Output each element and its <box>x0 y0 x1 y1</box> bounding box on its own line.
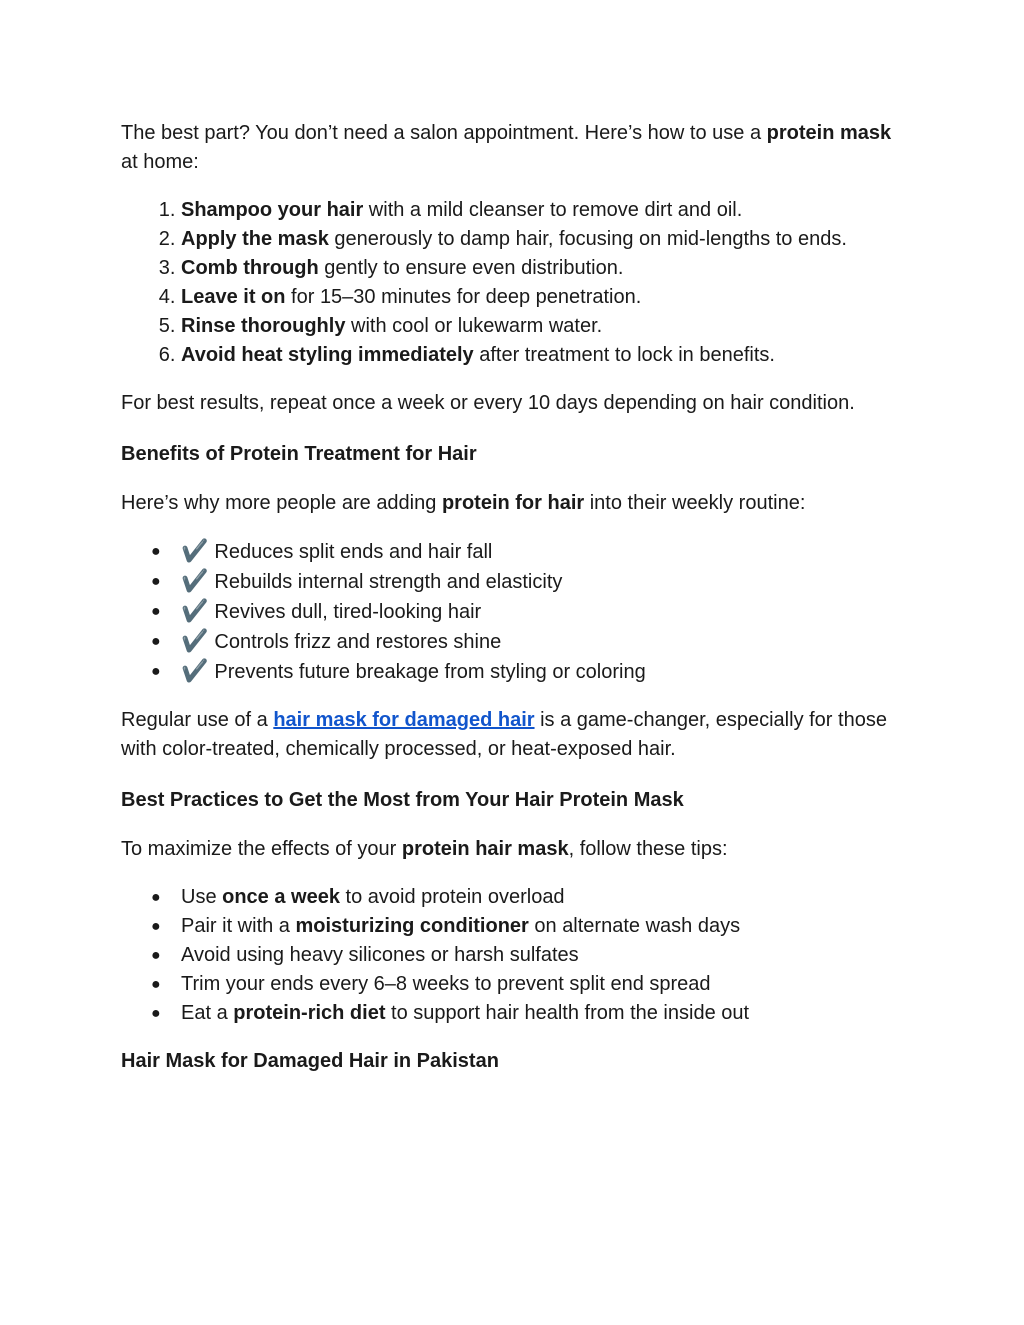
benefits-lead: Here’s why more people are adding protein for hair into their weekly routine: <box>121 492 806 514</box>
practices-heading: Best Practices to Get the Most from Your Hair Protein Mask <box>121 789 684 811</box>
damaged-hair-mask-link[interactable]: hair mask for damaged hair <box>273 709 535 731</box>
intro-paragraph: The best part? You don’t need a salon appointment. Here’s how to use a protein mask at home: <box>121 122 892 173</box>
list-item: ● Avoid using heavy silicones or harsh sulfates <box>121 941 911 970</box>
checkmark-icon: ✔️ <box>181 539 209 564</box>
list-item: ● Pair it with a moisturizing conditioner on alternate wash days <box>121 912 911 941</box>
bullet-icon: ● <box>151 918 161 935</box>
benefits-closing: Regular use of a hair mask for damaged hair is a game-changer, especially for those with color-treated, chemically processed, or heat-exposed hair. <box>121 709 887 760</box>
bullet-icon: ● <box>151 603 161 620</box>
list-item: ● ✔️ Reduces split ends and hair fall <box>151 539 493 564</box>
practices-list <box>121 883 911 1028</box>
benefits-list <box>121 537 911 687</box>
checkmark-icon: ✔️ <box>181 629 209 654</box>
list-item: ● ✔️ Prevents future breakage from styling or coloring <box>151 659 646 684</box>
bullet-icon: ● <box>151 1005 161 1022</box>
list-item: 6. Avoid heat styling immediately after treatment to lock in benefits. <box>181 341 911 370</box>
results-paragraph: For best results, repeat once a week or every 10 days depending on hair condition. <box>121 392 855 414</box>
list-item: 1. Shampoo your hair with a mild cleanser to remove dirt and oil. <box>181 196 911 225</box>
intro-bold: protein mask <box>766 122 892 144</box>
final-heading: Hair Mask for Damaged Hair in Pakistan <box>121 1050 499 1072</box>
checkmark-icon: ✔️ <box>181 569 209 594</box>
benefits-heading: Benefits of Protein Treatment for Hair <box>121 443 477 465</box>
bullet-icon: ● <box>151 663 161 680</box>
list-item: ● Trim your ends every 6–8 weeks to prevent split end spread <box>121 970 911 999</box>
list-item: 2. Apply the mask generously to damp hair, focusing on mid-lengths to ends. <box>181 225 911 254</box>
bullet-icon: ● <box>151 947 161 964</box>
document-page <box>121 119 911 1096</box>
steps-list <box>121 196 911 370</box>
bullet-icon: ● <box>151 543 161 560</box>
list-item: ● ✔️ Revives dull, tired-looking hair <box>151 599 482 624</box>
bullet-icon: ● <box>151 976 161 993</box>
checkmark-icon: ✔️ <box>181 599 209 624</box>
bullet-icon: ● <box>151 633 161 650</box>
bullet-icon: ● <box>151 573 161 590</box>
list-item: 5. Rinse thoroughly with cool or lukewarm water. <box>181 312 911 341</box>
list-item: ● ✔️ Controls frizz and restores shine <box>151 629 502 654</box>
list-item: ● ✔️ Rebuilds internal strength and elasticity <box>151 569 563 594</box>
bullet-icon: ● <box>151 889 161 906</box>
checkmark-icon: ✔️ <box>181 659 209 684</box>
list-item: ● Use once a week to avoid protein overload <box>121 883 911 912</box>
practices-lead: To maximize the effects of your protein hair mask, follow these tips: <box>121 838 728 860</box>
list-item: ● Eat a protein-rich diet to support hair health from the inside out <box>121 999 911 1028</box>
list-item: 4. Leave it on for 15–30 minutes for deep penetration. <box>181 283 911 312</box>
list-item: 3. Comb through gently to ensure even distribution. <box>181 254 911 283</box>
